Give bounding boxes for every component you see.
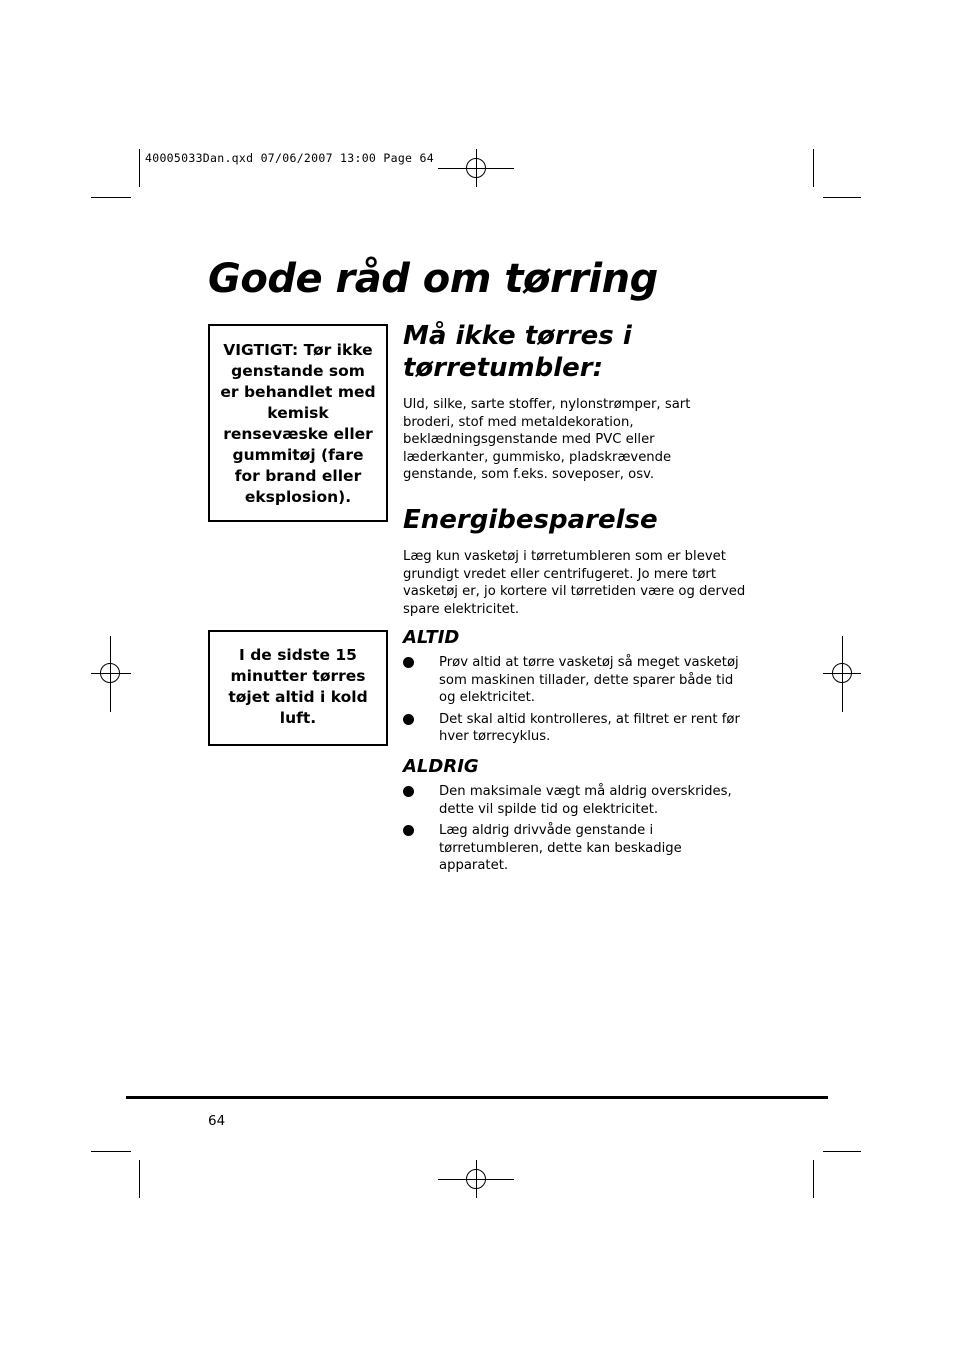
section-always bbox=[403, 627, 748, 649]
section-body-text: Uld, silke, sarte stoffer, nylonstrømper, sart broderi, stof med metaldekoration, beklædningsgenstande med PVC eller læderkanter, gummisko, pladskrævende genstande, som f.eks. soveposer, osv. bbox=[403, 397, 691, 483]
section-heading: Må ikke tørres i tørretumbler: bbox=[403, 321, 632, 383]
page-title: Gode råd om tørring bbox=[208, 256, 658, 302]
crop-mark bbox=[139, 149, 140, 187]
bullet-icon bbox=[403, 786, 414, 797]
always-list bbox=[403, 654, 748, 750]
section-no-dryer-body bbox=[403, 396, 703, 484]
registration-mark-icon bbox=[832, 663, 852, 683]
crop-mark bbox=[813, 149, 814, 187]
list-item: Det skal altid kontrolleres, at filtret er rent før hver tørrecyklus. bbox=[403, 711, 748, 746]
cold-air-notice-text: I de sidste 15 minutter tørres tøjet altid i kold luft. bbox=[228, 646, 368, 727]
print-slug-line: 40005033Dan.qxd 07/06/2007 13:00 Page 64 bbox=[145, 151, 434, 165]
bullet-icon bbox=[403, 714, 414, 725]
registration-mark-icon bbox=[100, 663, 120, 683]
section-no-dryer bbox=[403, 320, 703, 384]
registration-mark-icon bbox=[466, 158, 486, 178]
crop-mark bbox=[91, 1151, 131, 1152]
cold-air-notice-box bbox=[208, 630, 388, 746]
crop-mark bbox=[823, 1151, 861, 1152]
page-number: 64 bbox=[208, 1113, 226, 1129]
crop-mark bbox=[813, 1160, 814, 1198]
footer-rule bbox=[126, 1096, 828, 1099]
subsection-heading: ALDRIG bbox=[403, 756, 479, 777]
bullet-icon bbox=[403, 825, 414, 836]
list-item: Læg aldrig drivvåde genstande i tørretumbleren, dette kan beskadige apparatet. bbox=[403, 822, 748, 875]
section-energy-body bbox=[403, 548, 748, 618]
crop-mark bbox=[91, 197, 131, 198]
crop-mark bbox=[139, 1160, 140, 1198]
section-heading: Energibesparelse bbox=[403, 505, 658, 535]
section-never bbox=[403, 756, 748, 778]
bullet-icon bbox=[403, 657, 414, 668]
crop-mark bbox=[823, 197, 861, 198]
subsection-heading: ALTID bbox=[403, 627, 460, 648]
registration-mark-icon bbox=[466, 1169, 486, 1189]
section-energy bbox=[403, 504, 748, 536]
warning-box bbox=[208, 324, 388, 522]
warning-text: VIGTIGT: Tør ikke genstande som er behandlet med kemisk rensevæske eller gummitøj (fare for brand eller eksplosion). bbox=[220, 341, 376, 506]
list-item: Den maksimale vægt må aldrig overskrides, dette vil spilde tid og elektricitet. bbox=[403, 783, 748, 818]
list-item: Prøv altid at tørre vasketøj så meget vasketøj som maskinen tillader, dette sparer både tid og elektricitet. bbox=[403, 654, 748, 707]
never-list bbox=[403, 783, 748, 879]
section-body-text: Læg kun vasketøj i tørretumbleren som er blevet grundigt vredet eller centrifugeret. Jo mere tørt vasketøj er, jo kortere vil tørretiden være og derved spare elektricitet. bbox=[403, 549, 746, 617]
